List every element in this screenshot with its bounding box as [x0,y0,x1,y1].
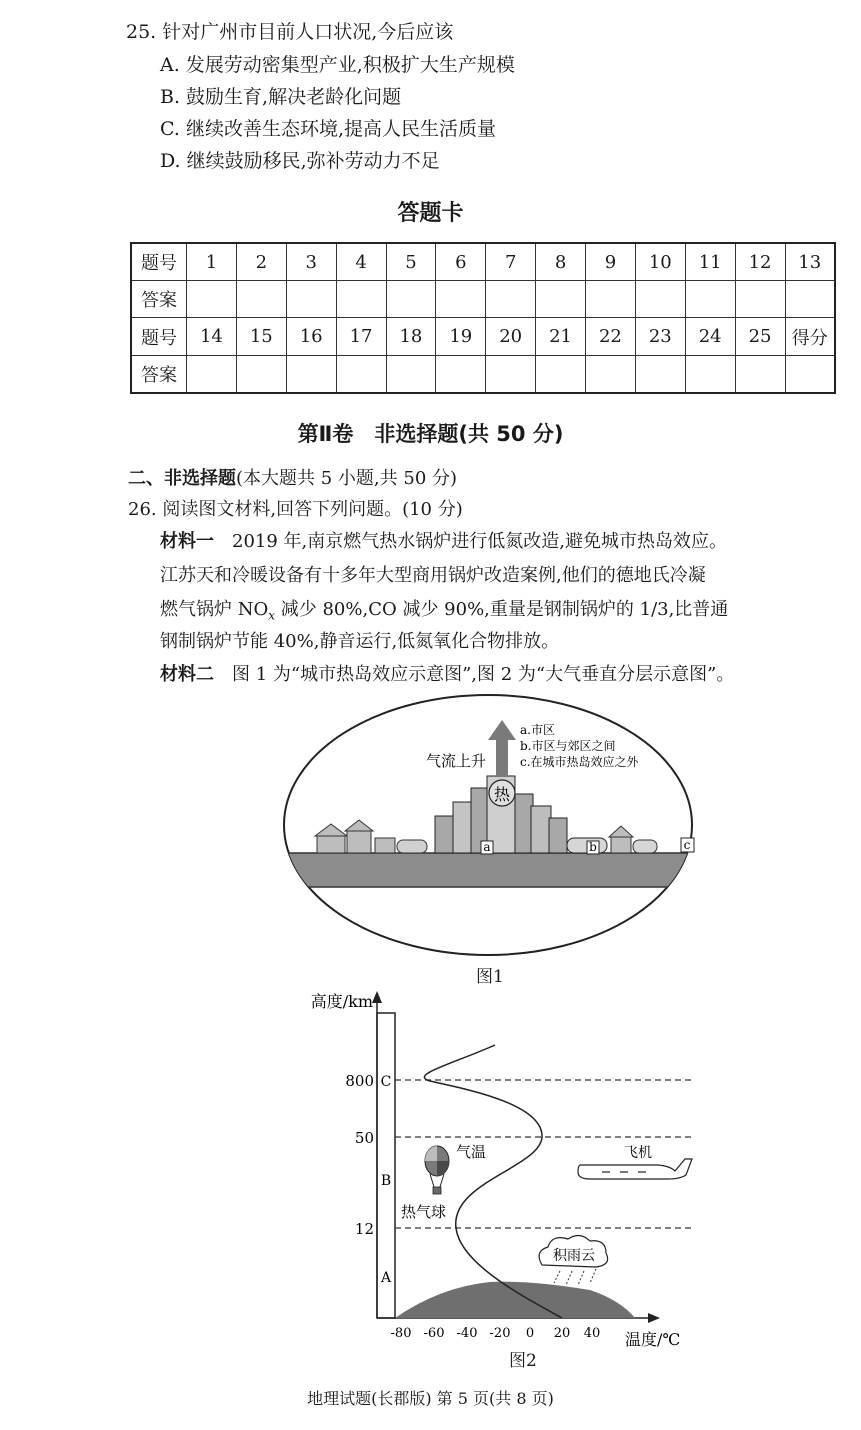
x-axis-label: 温度/℃ [625,1330,681,1349]
answer-cell[interactable] [187,281,237,318]
question-number-cell: 23 [635,318,685,355]
question-number-cell: 7 [486,243,536,281]
earth-surface [395,1282,635,1318]
heat-label: 热 [493,785,511,804]
layer-a-label: A [380,1270,392,1286]
material-2-label: 材料二 [160,664,214,685]
answer-cell[interactable] [586,355,636,393]
airflow-label: 气流上升 [426,752,487,770]
x-tick-minus-60: -60 [423,1326,445,1341]
answer-cell[interactable] [386,281,436,318]
q25-option-c[interactable]: C. 继续改善生态环境,提高人民生活质量 [160,118,496,140]
y-axis-label: 高度/km [310,992,373,1011]
section-2-heading-rest: (本大题共 5 小题,共 50 分) [236,468,458,489]
temperature-label: 气温 [456,1143,487,1161]
question-number-cell: 14 [187,318,237,355]
question-number-cell: 2 [236,243,286,281]
answer-input-row-2 [131,355,835,393]
layer-c-label: C [380,1074,392,1090]
answer-cell[interactable] [486,281,536,318]
y-tick-800: 800 [345,1072,374,1090]
hot-air-balloon-icon [425,1146,449,1194]
answer-cell[interactable] [536,355,586,393]
row-label: 题号 [131,243,187,281]
question-number-cell: 25 [735,318,785,355]
material-1-line-4: 钢制锅炉节能 40%,静音运行,低氮氧化合物排放。 [160,631,560,652]
answer-card-table [130,242,836,394]
answer-cell[interactable] [436,281,486,318]
figure-1-caption: 图1 [476,967,504,987]
answer-cell[interactable] [436,355,486,393]
answer-cell[interactable] [286,281,336,318]
material-1-line-1 [160,526,840,557]
answer-cell[interactable] [635,281,685,318]
material-1-text-3a: 燃气锅炉 NO [160,599,269,620]
figure-1-heat-island [275,690,701,960]
q25-option-d[interactable]: D. 继续鼓励移民,弥补劳动力不足 [160,150,440,172]
row-label: 题号 [131,318,187,355]
answer-cell[interactable] [187,355,237,393]
answer-number-row-1 [131,243,835,281]
airplane-icon [578,1159,692,1179]
question-number-cell: 4 [336,243,386,281]
answer-cell[interactable] [286,355,336,393]
question-number-cell: 16 [286,318,336,355]
legend-c: c.在城市热岛效应之外 [520,755,639,769]
airplane-label: 飞机 [624,1145,652,1161]
figure-2-caption: 图2 [509,1351,537,1371]
x-tick-20: 20 [553,1326,571,1341]
question-number-cell: 6 [436,243,486,281]
balloon-label: 热气球 [401,1203,447,1221]
answer-cell[interactable] [735,355,785,393]
question-number-cell: 18 [386,318,436,355]
section-2-heading [128,463,808,494]
q25-option-b[interactable]: B. 鼓励生育,解决老龄化问题 [160,86,402,108]
question-number-cell: 8 [536,243,586,281]
answer-cell[interactable] [536,281,586,318]
question-number-cell: 24 [685,318,735,355]
answer-card-title: 答题卡 [397,201,464,226]
question-number-cell: 10 [635,243,685,281]
airflow-arrow-shaft [496,738,508,776]
x-tick-minus-80: -80 [390,1326,412,1341]
marker-a: a [483,840,491,854]
answer-cell[interactable] [236,355,286,393]
score-cell[interactable] [785,355,835,393]
question-number-cell: 21 [536,318,586,355]
answer-cell[interactable] [236,281,286,318]
question-number-cell: 15 [236,318,286,355]
answer-input-row-1 [131,281,835,318]
material-1-label: 材料一 [160,531,214,552]
layer-b-label: B [380,1173,392,1189]
material-2-line [160,659,840,690]
q26-stem: 26. 阅读图文材料,回答下列问题。(10 分) [128,499,463,520]
answer-cell[interactable] [735,281,785,318]
legend-b: b.市区与郊区之间 [520,739,616,753]
x-tick-minus-40: -40 [456,1326,478,1341]
question-number-cell: 17 [336,318,386,355]
row-label: 答案 [131,281,187,318]
ground-band [275,853,701,887]
material-1-line-2: 江苏天和冷暖设备有十多年大型商用锅炉改造案例,他们的德地氏冷凝 [160,565,706,586]
x-tick-minus-20: -20 [489,1326,511,1341]
x-tick-0: 0 [525,1326,535,1341]
answer-cell[interactable] [336,355,386,393]
x-tick-40: 40 [583,1326,601,1341]
page-footer: 地理试题(长郡版) 第 5 页(共 8 页) [307,1389,554,1408]
cloud-label: 积雨云 [553,1248,595,1264]
answer-cell[interactable] [685,281,735,318]
legend-a: a.市区 [520,723,555,737]
marker-b: b [589,840,597,854]
question-number-cell: 13 [785,243,835,281]
material-2-text: 图 1 为“城市热岛效应示意图”,图 2 为“大气垂直分层示意图”。 [214,664,735,685]
question-number-cell: 22 [586,318,636,355]
y-tick-50: 50 [354,1129,374,1147]
question-number-cell: 11 [685,243,735,281]
q25-stem: 25. 针对广州市目前人口状况,今后应该 [126,21,454,43]
question-number-cell: 1 [187,243,237,281]
temperature-curve [424,1045,562,1318]
answer-cell[interactable] [336,281,386,318]
answer-cell[interactable] [685,355,735,393]
score-label-cell: 得分 [785,318,835,355]
material-1-text-3b: 减少 80%,CO 减少 90%,重量是钢制锅炉的 1/3,比普通 [275,599,729,620]
question-number-cell: 12 [735,243,785,281]
q25-option-a[interactable]: A. 发展劳动密集型产业,积极扩大生产规模 [160,54,515,76]
answer-cell[interactable] [785,281,835,318]
question-number-cell: 5 [386,243,436,281]
answer-cell[interactable] [386,355,436,393]
question-number-cell: 20 [486,318,536,355]
answer-number-row-2 [131,318,835,355]
material-1-text-1: 2019 年,南京燃气热水锅炉进行低氮改造,避免城市热岛效应。 [214,531,727,552]
question-number-cell: 3 [286,243,336,281]
question-number-cell: 9 [586,243,636,281]
row-label: 答案 [131,355,187,393]
answer-cell[interactable] [586,281,636,318]
section-2-heading-bold: 二、非选择题 [128,468,236,489]
marker-c: c [683,838,691,852]
section-2-title: 第Ⅱ卷 非选择题(共 50 分) [297,422,564,446]
y-tick-12: 12 [354,1220,374,1238]
answer-cell[interactable] [486,355,536,393]
figure-2-atmosphere [290,985,720,1365]
question-number-cell: 19 [436,318,486,355]
nox-subscript: x [268,608,276,623]
answer-cell[interactable] [635,355,685,393]
